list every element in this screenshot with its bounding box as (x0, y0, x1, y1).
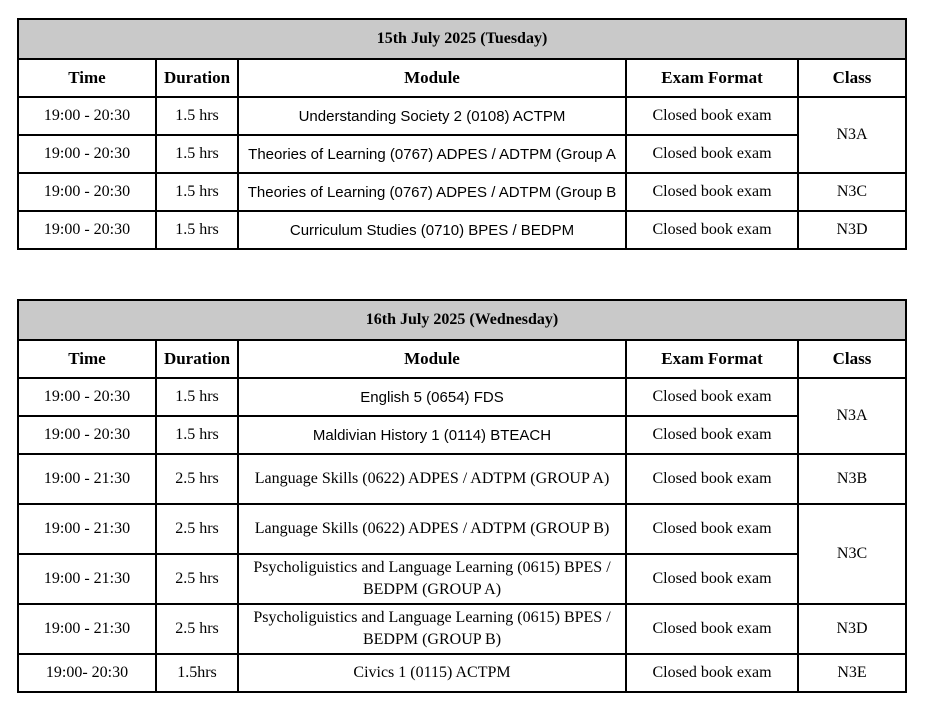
format-cell: Closed book exam (626, 173, 798, 211)
time-cell: 19:00- 20:30 (18, 654, 156, 692)
header-class: Class (798, 59, 906, 97)
duration-cell: 1.5 hrs (156, 97, 238, 135)
class-cell: N3D (798, 211, 906, 249)
module-cell: Understanding Society 2 (0108) ACTPM (238, 97, 626, 135)
time-cell: 19:00 - 20:30 (18, 211, 156, 249)
module-cell: English 5 (0654) FDS (238, 378, 626, 416)
duration-cell: 1.5 hrs (156, 378, 238, 416)
table-row (18, 135, 906, 173)
duration-cell: 1.5 hrs (156, 135, 238, 173)
header-module: Module (238, 340, 626, 378)
duration-cell: 2.5 hrs (156, 454, 238, 504)
module-cell: Psycholiguistics and Language Learning (0615) BPES / BEDPM (GROUP A) (238, 554, 626, 604)
duration-cell: 1.5hrs (156, 654, 238, 692)
module-cell: Curriculum Studies (0710) BPES / BEDPM (238, 211, 626, 249)
table-row (18, 454, 906, 504)
class-cell: N3A (798, 97, 906, 173)
module-cell: Theories of Learning (0767) ADPES / ADTPM (Group B (238, 173, 626, 211)
table-row (18, 504, 906, 554)
header-row (18, 59, 906, 97)
header-exam-format: Exam Format (626, 59, 798, 97)
format-cell: Closed book exam (626, 454, 798, 504)
day-title: 16th July 2025 (Wednesday) (18, 300, 906, 340)
format-cell: Closed book exam (626, 378, 798, 416)
exam-table-day-2 (17, 299, 907, 693)
duration-cell: 2.5 hrs (156, 504, 238, 554)
header-module: Module (238, 59, 626, 97)
format-cell: Closed book exam (626, 604, 798, 654)
header-time: Time (18, 340, 156, 378)
table-row (18, 604, 906, 654)
time-cell: 19:00 - 20:30 (18, 378, 156, 416)
time-cell: 19:00 - 21:30 (18, 454, 156, 504)
exam-table-day-1 (17, 18, 907, 250)
table-row (18, 554, 906, 604)
format-cell: Closed book exam (626, 135, 798, 173)
table-row (18, 378, 906, 416)
header-row (18, 340, 906, 378)
format-cell: Closed book exam (626, 654, 798, 692)
format-cell: Closed book exam (626, 211, 798, 249)
header-time: Time (18, 59, 156, 97)
table-row (18, 654, 906, 692)
duration-cell: 2.5 hrs (156, 554, 238, 604)
format-cell: Closed book exam (626, 504, 798, 554)
class-cell: N3C (798, 173, 906, 211)
header-exam-format: Exam Format (626, 340, 798, 378)
header-duration: Duration (156, 340, 238, 378)
duration-cell: 1.5 hrs (156, 416, 238, 454)
time-cell: 19:00 - 20:30 (18, 135, 156, 173)
module-cell: Language Skills (0622) ADPES / ADTPM (GROUP B) (238, 504, 626, 554)
time-cell: 19:00 - 21:30 (18, 604, 156, 654)
format-cell: Closed book exam (626, 416, 798, 454)
class-cell: N3C (798, 504, 906, 604)
table-row (18, 416, 906, 454)
format-cell: Closed book exam (626, 97, 798, 135)
module-cell: Maldivian History 1 (0114) BTEACH (238, 416, 626, 454)
class-cell: N3B (798, 454, 906, 504)
time-cell: 19:00 - 20:30 (18, 97, 156, 135)
format-cell: Closed book exam (626, 554, 798, 604)
duration-cell: 1.5 hrs (156, 211, 238, 249)
time-cell: 19:00 - 21:30 (18, 554, 156, 604)
time-cell: 19:00 - 20:30 (18, 416, 156, 454)
header-duration: Duration (156, 59, 238, 97)
time-cell: 19:00 - 20:30 (18, 173, 156, 211)
duration-cell: 2.5 hrs (156, 604, 238, 654)
day-title: 15th July 2025 (Tuesday) (18, 19, 906, 59)
module-cell: Psycholiguistics and Language Learning (0615) BPES / BEDPM (GROUP B) (238, 604, 626, 654)
class-cell: N3A (798, 378, 906, 454)
class-cell: N3D (798, 604, 906, 654)
table-row (18, 173, 906, 211)
table-row (18, 97, 906, 135)
duration-cell: 1.5 hrs (156, 173, 238, 211)
header-class: Class (798, 340, 906, 378)
time-cell: 19:00 - 21:30 (18, 504, 156, 554)
class-cell: N3E (798, 654, 906, 692)
module-cell: Language Skills (0622) ADPES / ADTPM (GROUP A) (238, 454, 626, 504)
module-cell: Civics 1 (0115) ACTPM (238, 654, 626, 692)
table-row (18, 211, 906, 249)
module-cell: Theories of Learning (0767) ADPES / ADTPM (Group A (238, 135, 626, 173)
